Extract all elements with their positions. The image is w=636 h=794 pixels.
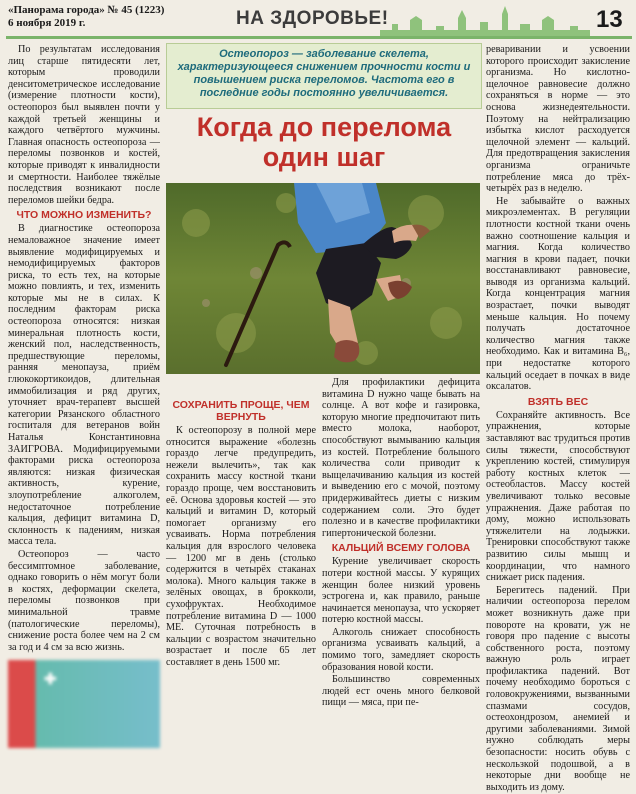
intro-paragraph: По результатам исследования лиц старше пятидесяти лет, которым проводили денситометрическое исследование (измерение плотности кости), остеопороз был выявлен почти у каждой третьей женщины и каждого четвёртого мужчины. Главная опасность остеопороза — переломы позвонков и костей, которые приводят к инвалидности и смертности. Наиболее тяжёлые последствия возникают после переломов шейки бедра. [8,44,160,206]
city-skyline-icon [380,4,590,38]
acid-balance-paragraph: реваривании и усвоении которого происходит закисление организма. Но кислотно-щелочное равновесие должно сохраняться в норме — это основа жизнедеятельности. Поэтому на нейтрализацию избытка кислот расходуется щелочной элемент — кальций. Для предотвращения закисления организма ограничьте потребление мяса до трёх-четырёх раз в неделю. [486,44,630,195]
advertisement-banner[interactable] [8,660,160,748]
activity-paragraph: Сохраняйте активность. Все упражнения, которые заставляют вас трудиться против силы тяжести, способствуют укреплению костей, стимулируя работу костных клеток — остеобластов. Массу костей увеличивают только весовые упражнения. Даже работая по дому, можно использовать утяжелители на лодыжки. Тренировки способствуют также развитию силы мышц и координации, что намного снижает риск падения. [486,409,630,584]
alcohol-paragraph: Алкоголь снижает способность организма усваивать кальций, а помимо того, замедляет скорость образования новой кости. [322,626,480,673]
column-4 [486,44,630,794]
ad-cross-icon: ✚ [44,671,57,688]
fallen-woman-photo [166,183,480,374]
page-number: 13 [596,6,623,33]
issue-date: 6 ноября 2019 г. [8,17,86,29]
prevention-paragraph: К остеопорозу в полной мере относится выражение «болезнь гораздо легче предупредить, нежели вылечить», так как сохранить массу костной ткани гораздо проще, чем восстановить её. Основа здоровья костей — это кальций и витамин D, который помогает организму его усваивать. Норма потребления кальция для взрослого человека — 1200 мг в день (столько содержится в четырёх стаканах молока). Много кальция также в зелёных овощах, в брокколи, сухофруктах. Необходимое потребление витамина D — 1000 МЕ. Суточная потребность в кальции с возрастом значительно возрастает и после 65 лет составляет в день 1500 мг. [166,425,316,668]
column-1 [8,44,160,654]
masthead-title: «Панорама города» № 45 (1223) [8,4,165,16]
microelements-paragraph: Не забывайте о важных микроэлементах. В регуляции плотности костной ткани очень важно соотношение кальция и магния. Когда количество магния в крови падает, почки восстанавливают равновесие, выводя из организма кальций. Когда концентрация магния возрастает, почки выводят меньше кальция. Но почему получать достаточное количество магния также необходимо. Как и витамина B₆, при недостатке которого кальций оседает в почках в виде оксалатов. [486,195,630,393]
column-2 [166,396,316,669]
subheading-preserve: СОХРАНИТЬ ПРОЩЕ, ЧЕМ ВЕРНУТЬ [172,399,310,423]
masthead [8,4,164,30]
falls-paragraph: Берегитесь падений. При наличии остеопороза перелом может возникнуть даже при повороте на кровати, уж не говоря про падение с высоты собственного роста, поэтому важную роль играет профилактика падений. Вот почему необходимо бороться с головокружениями, вызванными спазмами сосудов, остеохондрозом, анемией и другими заболеваниями. Зимой нужно соблюдать меры безопасности: носить обувь с нескользкой подошвой, а в некоторые дни вообще не выходить из дому. [486,584,630,793]
article-headline [166,112,482,172]
header-divider [6,36,632,39]
headline-line-2: один шаг [262,142,386,172]
subheading-calcium: КАЛЬЦИЙ ВСЕМУ ГОЛОВА [331,542,471,555]
subheading-weight: ВЗЯТЬ ВЕС [527,395,589,408]
smoking-paragraph: Курение увеличивает скорость потери костной массы. У курящих женщин более низкий уровень эстрогена и, как правило, раньше начинается менопауза, что ускоряет потерю костной массы. [322,556,480,626]
symptoms-paragraph: Остеопороз — часто бессимптомное заболевание, однако говорить о нём могут боли в костях, деформации скелета, переломы позвонков при минимальной травме (патологические переломы), снижение роста более чем на 2 см за год и 4 см за всю жизнь. [8,548,160,653]
subheading-what-to-change: ЧТО МОЖНО ИЗМЕНИТЬ? [16,209,152,222]
section-rubric: НА ЗДОРОВЬЕ! [236,8,389,29]
risk-factors-paragraph: В диагностике остеопороза немаловажное значение имеет выявление модифицируемых и немодифицируемых факторов риска, то есть тех, на которые можно повлиять, и тех, изменить которые мы не в силах. К последним факторам риска остеопороза относятся: низкая минеральная плотность кости, женский пол, наследственность, предшествующие переломы, ранняя менопауза, приём глюкокортикоидов, длительная иммобилизация и ряд других, уточняет врач-терапевт высшей категории Рязанского областного госпиталя для ветеранов войн Наталья Константиновна ЗАИГРОВА. Модифицируемыми факторами риска остеопороза являются: низкая физическая активность, курение, злоупотребление алкоголем, недостаточное потребление кальция, дефицит витамина D, склонность к падениям, низкая масса тела. [8,223,160,548]
headline-line-1: Когда до перелома [196,112,452,142]
lead-box: Остеопороз — заболевание скелета, характеризующееся снижением прочности кости и повышением риска переломов. Частота его в последние годы постоянно увеличивается. [166,43,482,109]
vitamin-d-paragraph: Для профилактики дефицита витамина D нужно чаще бывать на солнце. А вот кофе и газировка, которую многие предпочитают пить вместо молока, наоборот, способствуют вымыванию кальция из костей. Потребление большого количества соли приводит к выщелачиванию кальция из костей и выведению его с мочой, поэтому придерживайтесь диеты с низким содержанием соли. Это будет полезно и в качестве профилактики гипертонической болезни. [322,377,480,539]
protein-paragraph: Большинство современных людей ест очень много белковой пищи — мяса, при пе- [322,674,480,709]
column-3 [322,377,480,710]
